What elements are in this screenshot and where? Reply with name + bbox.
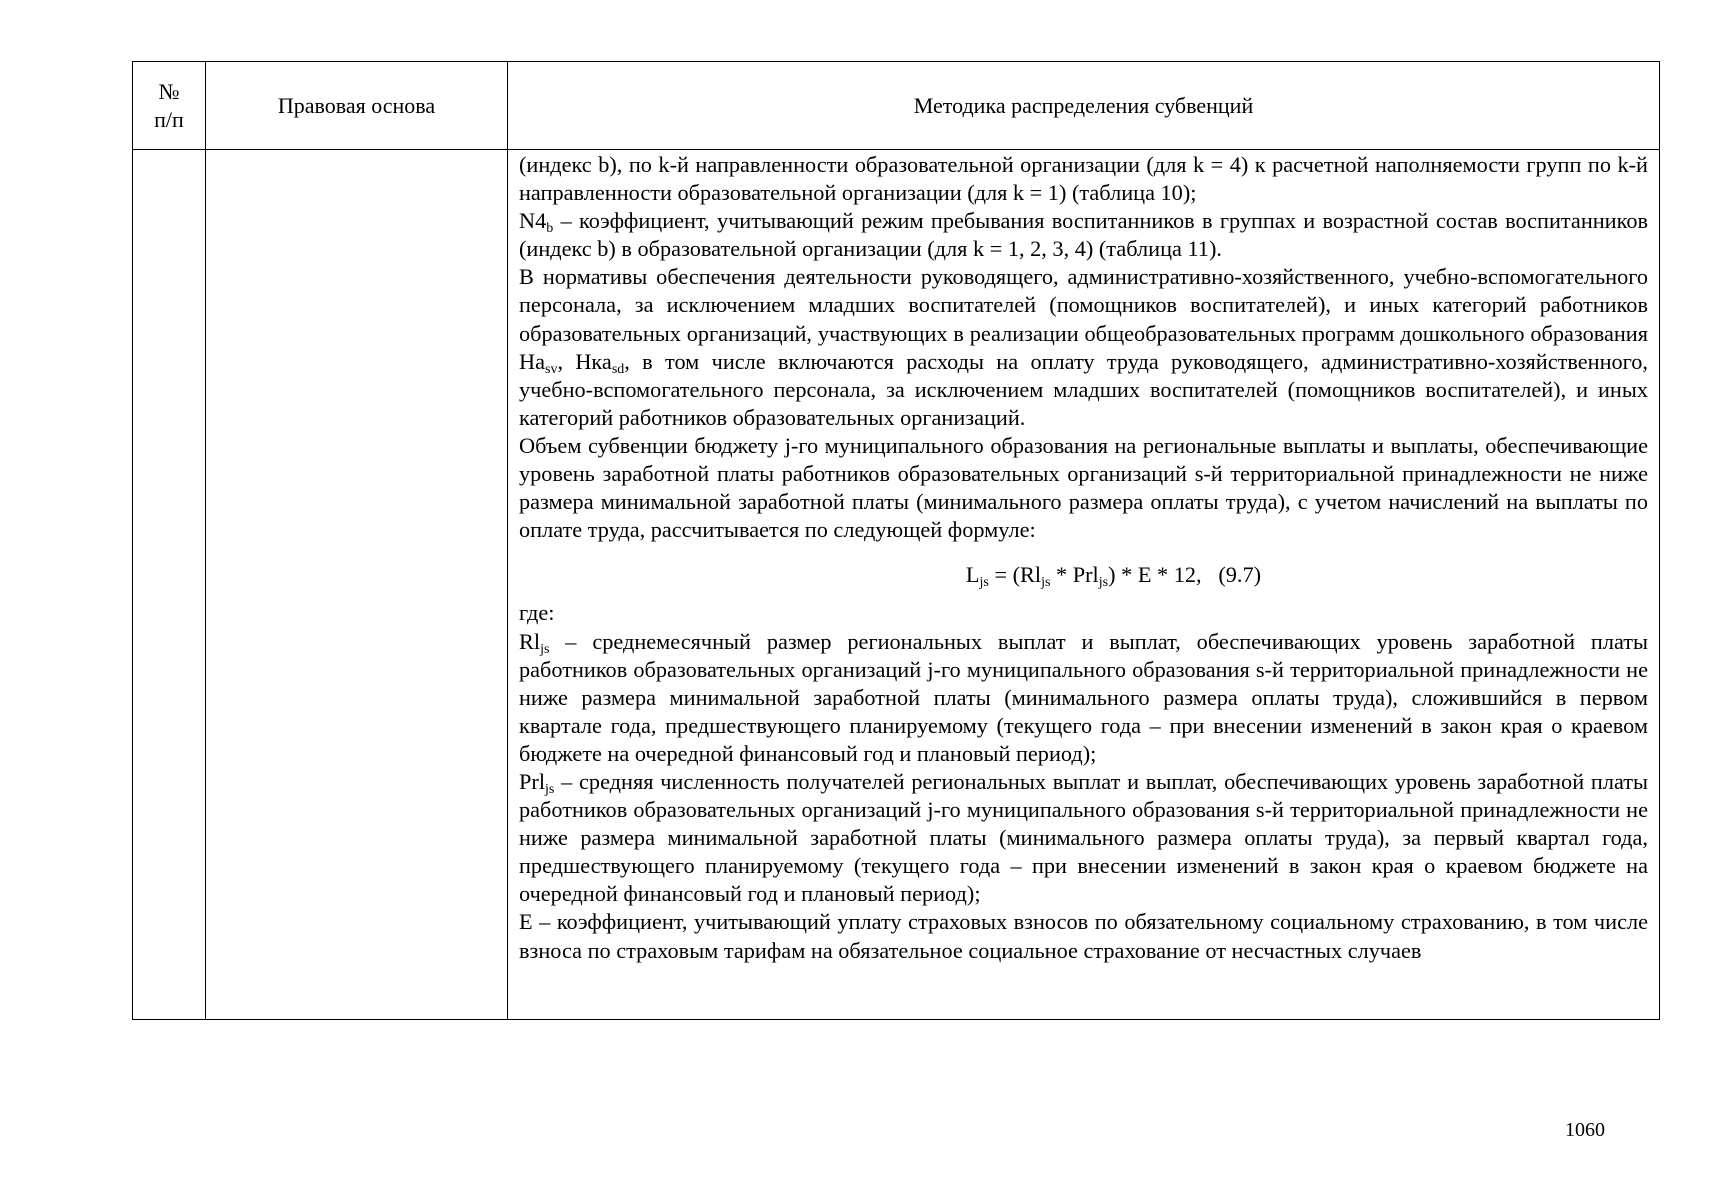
formula-l: L xyxy=(965,562,980,588)
formula-number: (9.7) xyxy=(1218,562,1262,588)
formula-tail: ) * E * 12, xyxy=(1108,562,1202,588)
paragraph-n4b xyxy=(519,207,1648,263)
formula-prl-sub: js xyxy=(1098,575,1109,591)
paragraph-norms xyxy=(519,263,1648,432)
symbol-rl: Rl xyxy=(519,628,541,654)
subscript-js-rl: js xyxy=(540,641,550,657)
paragraph-coefficient-e: Е – коэффициент, учитывающий уплату страховых взносов по обязательному социальному страхованию, в том числе взноса по страховым тарифам на обязательное социальное страхование от несчастных случаев xyxy=(519,909,1648,963)
methodology-text xyxy=(508,150,1659,965)
formula-l-sub: js xyxy=(979,575,989,591)
formula-eq: = (Rl xyxy=(988,562,1042,588)
subscript-js-prl: js xyxy=(545,781,555,797)
subvention-table xyxy=(132,61,1660,1020)
header-legal-basis: Правовая основа xyxy=(206,62,508,150)
paragraph-norms-part3: , в том числе включаются расходы на оплату труда руководящего, административно-хозяйственного, учебно-вспомогательного персонала, за исключением младших воспитателей (помощников воспитателей), и иных категорий работников образовательных организаций. xyxy=(519,348,1648,430)
cell-number xyxy=(133,150,206,1020)
symbol-prl: Prl xyxy=(519,768,546,794)
formula-mul: * Prl xyxy=(1050,562,1099,588)
subscript-sv: sv xyxy=(545,361,558,377)
paragraph-rljs-text: – среднемесячный размер региональных выплат и выплат, обеспечивающих уровень заработной платы работников образовательных организаций j-го муниципального образования s-й территориальной принадлежности не ниже размера минимальной заработной платы (минимального размера оплаты труда), сложившийся в первом квартале года, предшествующего планируемому (текущего года – при внесении изменений в закон края о краевом бюджете на очередной финансовый год и плановый период); xyxy=(519,628,1648,766)
where-label: где: xyxy=(519,600,555,626)
paragraph-index-b: (индекс b), по k-й направленности образовательной организации (для k = 4) к расчетной наполняемости групп по k-й направленности образовательной организации (для k = 1) (таблица 10); xyxy=(519,152,1648,206)
paragraph-norms-part1: В нормативы обеспечения деятельности руководящего, административно-хозяйственного, учебно-вспомогательного персонала, за исключением младших воспитателей (помощников воспитателей), и иных категорий работников образовательных организаций, участвующих в реализации общеобразовательных программ дошкольного образования На xyxy=(519,264,1648,374)
subscript-b: b xyxy=(546,221,554,237)
header-methodology: Методика распределения субвенций xyxy=(508,62,1660,150)
paragraph-prljs xyxy=(519,768,1648,908)
cell-legal-basis xyxy=(206,150,508,1020)
header-number xyxy=(133,62,206,150)
paragraph-n4b-text: – коэффициент, учитывающий режим пребывания воспитанников в группах и возрастной состав воспитанников (индекс b) в образовательной организации (для k = 1, 2, 3, 4) (таблица 11). xyxy=(519,208,1648,262)
paragraph-norms-part2: , Нка xyxy=(557,348,612,374)
formula-9-7 xyxy=(519,561,1648,589)
table-header-row xyxy=(133,62,1660,150)
cell-methodology xyxy=(508,150,1660,1020)
page-number: 1060 xyxy=(1565,1119,1605,1141)
paragraph-prljs-text: – средняя численность получателей региональных выплат и выплат, обеспечивающих уровень заработной платы работников образовательных организаций j-го муниципального образования s-й территориальной принадлежности не ниже размера минимальной заработной платы (минимального размера оплаты труда), за первый квартал года, предшествующего планируемому (текущего года – при внесении изменений в закон края о краевом бюджете на очередной финансовый год и плановый период); xyxy=(519,768,1648,907)
table-row xyxy=(133,150,1660,1020)
header-number-abbr: п/п xyxy=(154,106,184,132)
symbol-n4: N4 xyxy=(519,208,547,234)
header-number-symbol: № xyxy=(158,78,180,104)
paragraph-subvention-volume: Объем субвенции бюджету j-го муниципального образования на региональные выплаты и выплаты, обеспечивающие уровень заработной платы работников образовательных организаций s-й территориальной принадлежности не ниже размера минимальной заработной платы (минимального размера оплаты труда), с учетом начислений на выплаты по оплате труда, рассчитывается по следующей формуле: xyxy=(519,432,1648,543)
paragraph-rljs xyxy=(519,628,1648,768)
subscript-sd: sd xyxy=(611,361,625,377)
formula-rl-sub: js xyxy=(1041,575,1051,591)
